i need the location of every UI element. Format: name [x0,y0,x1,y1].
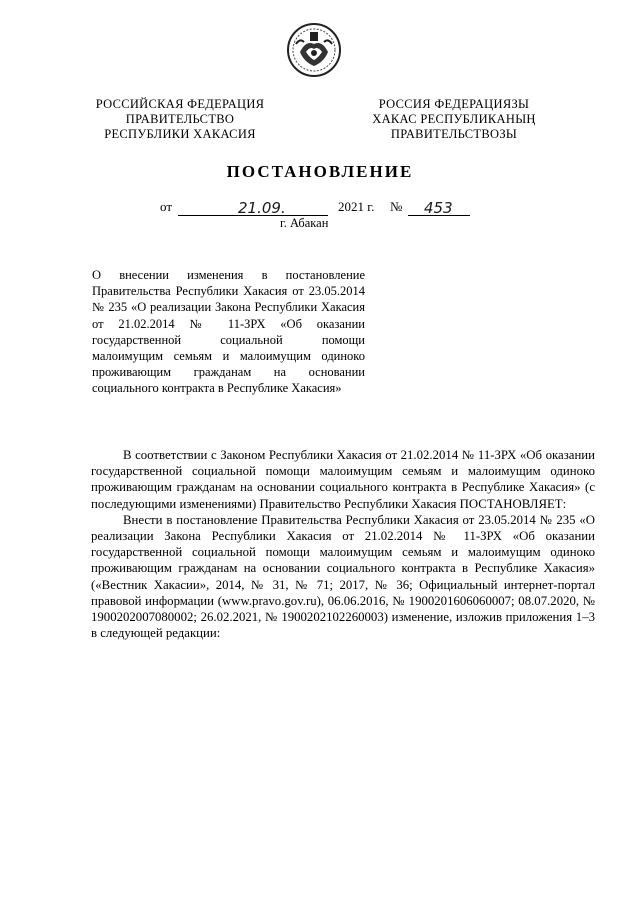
header-left-line-1: РОССИЙСКАЯ ФЕДЕРАЦИЯ [95,97,265,111]
handwritten-date: 21.09. [238,199,286,217]
handwritten-number: 453 [424,199,453,217]
header-right-line-1: РОССИЯ ФЕДЕРАЦИЯЗЫ [378,97,530,111]
header-left [80,97,280,142]
document-title: ПОСТАНОВЛЕНИЕ [226,162,414,181]
header-left-line-3: РЕСПУБЛИКИ ХАКАСИЯ [104,127,256,141]
header-right-line-2: ХАКАС РЕСПУБЛИКАНЫҢ [372,112,536,126]
body-paragraph-1: В соответствии с Законом Республики Хакасия от 21.02.2014 № 11-ЗРХ «Об оказании государственной социальной помощи малоимущим семьям и малоимущим одиноко проживающим гражданам на основании социального контракта в Республике Хакасия» (с последующими изменениями) Правительство Республики Хакасия ПОСТАНОВЛЯЕТ: [91,448,595,511]
header-right-line-3: ПРАВИТЕЛЬСТВОЗЫ [390,127,518,141]
date-prefix: от [160,199,173,214]
header-left-line-2: ПРАВИТЕЛЬСТВО [125,112,235,126]
header-right [354,97,554,142]
date-year: 2021 г. [338,199,375,214]
number-sign: № [390,199,403,214]
document-body [91,447,595,641]
city: г. Абакан [280,216,329,230]
coat-of-arms-icon [286,22,342,78]
document-subject: О внесении изменения в постановление Правительства Республики Хакасия от 23.05.2014 № 235 «О реализации Закона Республики Хакасия от 21.02.2014 № 11-ЗРХ «Об оказании государственной социальной помощи малоимущим семьям и малоимущим одиноко проживающим гражданам на основании социального контракта в Республике Хакасия» [92,268,365,396]
body-paragraph-2: Внести в постановление Правительства Республики Хакасия от 23.05.2014 № 235 «О реализации Закона Республики Хакасия от 21.02.2014 № 11-ЗРХ «Об оказании государственной социальной помощи малоимущим семьям и малоимущим одиноко проживающим гражданам на основании социального контракта в Республике Хакасия» («Вестник Хакасии», 2014, № 31, № 71; 2017, № 36; Официальный интернет-портал правовой информации (www.pravo.gov.ru), 06.06.2016, № 1900201606060007; 08.07.2020, № 1900202007080002; 26.02.2021, № 1900202102260003) изменение, изложив приложения 1–3 в следующей редакции: [91,512,595,641]
